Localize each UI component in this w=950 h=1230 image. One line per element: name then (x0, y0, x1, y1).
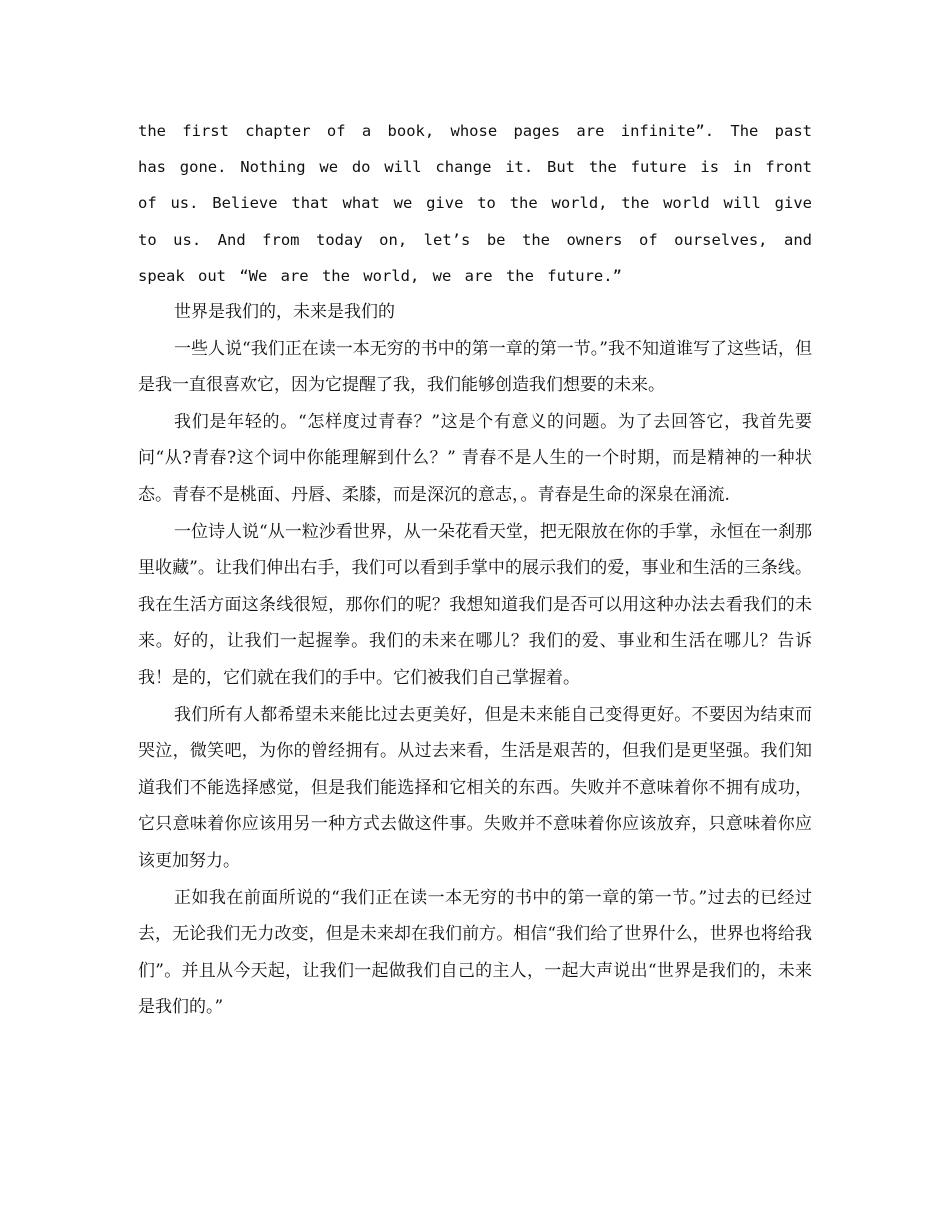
document-page (138, 113, 812, 1026)
paragraph-youth: 我们是年轻的。“怎样度过青春？”这是个有意义的问题。为了去回答它，我首先要问“从?青春?这个词中你能理解到什么？” 青春不是人生的一个时期，而是精神的一种状态。青春不是桃面、丹唇、柔膝，而是深沉的意志，。青春是生命的深泉在涌流. (138, 411, 812, 505)
chinese-title: 世界是我们的，未来是我们的 (174, 302, 395, 323)
english-paragraph: the first chapter of a book, whose pages are infinite”. The past has gone. Nothing we do will change it. But the future is in front of us. Believe that what we give to the world, the world will give to us. And from today on, let’s be the owners of ourselves, and speak out “We are the world, we are the future.” (138, 122, 812, 285)
paragraph-conclusion: 正如我在前面所说的“我们正在读一本无穷的书中的第一章的第一节。”过去的已经过去，无论我们无力改变，但是未来却在我们前方。相信“我们给了世界什么，世界也将给我们”。并且从今天起，让我们一起做我们自己的主人，一起大声说出“世界是我们的，未来是我们的。” (138, 887, 812, 1018)
paragraph-poet: 一位诗人说“从一粒沙看世界，从一朵花看天堂，把无限放在你的手掌，永恒在一刹那里收藏”。让我们伸出右手，我们可以看到手掌中的展示我们的爱，事业和生活的三条线。我在生活方面这条线很短，那你们的呢？我想知道我们是否可以用这种办法去看我们的未来。好的，让我们一起握拳。我们的未来在哪儿？我们的爱、事业和生活在哪儿？告诉我！是的，它们就在我们的手中。它们被我们自己掌握着。 (138, 521, 812, 688)
paragraph-intro: 一些人说“我们正在读一本无穷的书中的第一章的第一节。”我不知道谁写了这些话，但是我一直很喜欢它，因为它提醒了我，我们能够创造我们想要的未来。 (138, 338, 812, 396)
paragraph-hope: 我们所有人都希望未来能比过去更美好，但是未来能自己变得更好。不要因为结束而哭泣，微笑吧，为你的曾经拥有。从过去来看，生活是艰苦的，但我们是更坚强。我们知道我们不能选择感觉，但是我们能选择和它相关的东西。失败并不意味着你不拥有成功，它只意味着你应该用另一种方式去做这件事。失败并不意味着你应该放弃，只意味着你应该更加努力。 (138, 704, 812, 871)
